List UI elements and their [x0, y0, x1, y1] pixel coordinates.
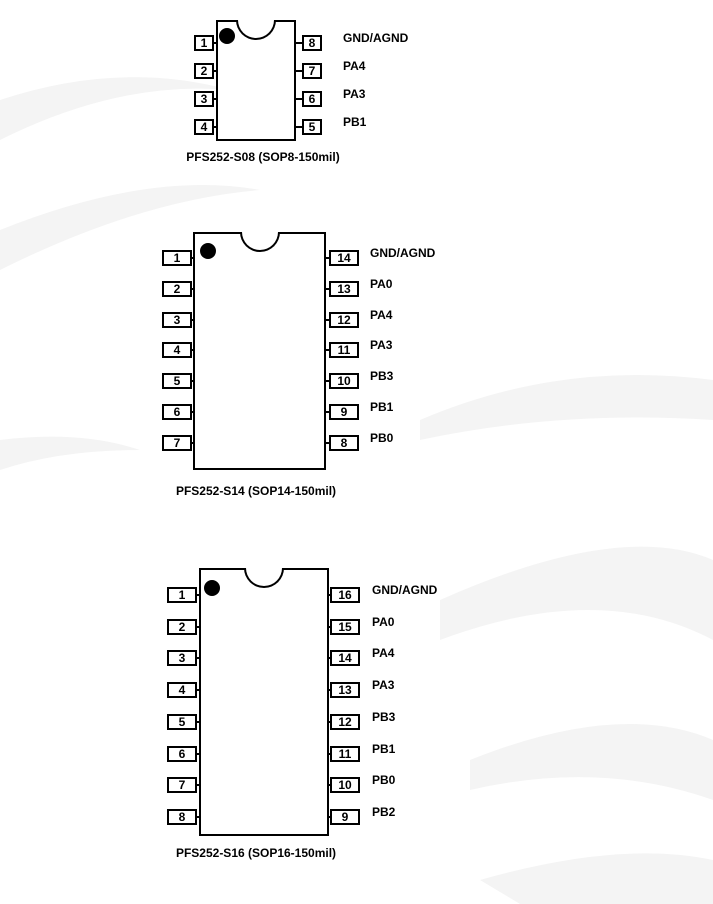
- pin1-marker-dot: [200, 243, 216, 259]
- pin-number-box: 8: [329, 435, 359, 451]
- package-caption: PFS252-S08 (SOP8-150mil): [186, 150, 340, 164]
- pin-number-box: 2: [194, 63, 214, 79]
- pin-label: PB3: [370, 369, 394, 384]
- pin-label: PA4: [370, 307, 393, 322]
- pin-number-box: 10: [330, 777, 360, 793]
- watermark-swirl: [480, 853, 713, 904]
- pin-number-box: 11: [329, 342, 359, 358]
- pin-number-box: 16: [330, 587, 360, 603]
- pin-number-box: 13: [330, 682, 360, 698]
- pin-number-box: 11: [330, 746, 360, 762]
- pin-number-box: 5: [162, 373, 192, 389]
- pin-number-box: 12: [329, 312, 359, 328]
- pin-lead: [214, 126, 216, 128]
- watermark-swirl: [440, 547, 713, 640]
- pin-lead: [197, 721, 199, 723]
- pin-lead: [214, 70, 216, 72]
- pin-number-box: 6: [162, 404, 192, 420]
- pin-label: PA4: [343, 59, 366, 73]
- watermark-swirl: [470, 724, 713, 800]
- pin-number-box: 14: [329, 250, 359, 266]
- pin-number-box: 2: [167, 619, 197, 635]
- pin-number-box: 4: [162, 342, 192, 358]
- pin-label: PA3: [370, 338, 393, 353]
- pin-label: PB3: [372, 709, 396, 724]
- pin-lead: [197, 816, 199, 818]
- pin-number-box: 5: [167, 714, 197, 730]
- pin-number-box: 10: [329, 373, 359, 389]
- pin-label: GND/AGND: [370, 246, 436, 260]
- pin-label: PB0: [372, 773, 396, 788]
- package-caption: PFS252-S16 (SOP16-150mil): [175, 846, 337, 860]
- pin-label: PA0: [370, 276, 393, 291]
- pin-lead: [197, 657, 199, 659]
- pin-lead: [197, 626, 199, 628]
- pin-number-box: 8: [167, 809, 197, 825]
- pin-lead: [214, 98, 216, 100]
- pin-number-box: 1: [162, 250, 192, 266]
- pin-number-box: 8: [302, 35, 322, 51]
- pin-label: PB1: [372, 741, 396, 756]
- watermark-swirl: [0, 437, 140, 470]
- pin-label: GND/AGND: [372, 583, 438, 597]
- pin-lead: [192, 288, 193, 290]
- pin-number-box: 7: [167, 777, 197, 793]
- pin-label: PB0: [370, 430, 394, 445]
- package-caption: PFS252-S14 (SOP14-150mil): [175, 484, 337, 498]
- pin-label: PB1: [343, 115, 367, 129]
- pin-number-box: 9: [329, 404, 359, 420]
- pin-number-box: 7: [302, 63, 322, 79]
- watermark-swirl: [420, 375, 713, 440]
- pin-number-box: 7: [162, 435, 192, 451]
- pin-number-box: 15: [330, 619, 360, 635]
- pin-lead: [197, 594, 199, 596]
- pin-number-box: 9: [330, 809, 360, 825]
- pin1-marker-dot: [219, 28, 235, 44]
- pin-label: PA4: [372, 646, 395, 661]
- pin-number-box: 1: [167, 587, 197, 603]
- pin-lead: [192, 411, 193, 413]
- pin-number-box: 3: [194, 91, 214, 107]
- pin-number-box: 12: [330, 714, 360, 730]
- pin-lead: [192, 319, 193, 321]
- pin-label: PA3: [343, 87, 366, 101]
- pin-lead: [197, 689, 199, 691]
- pin-label: PB2: [372, 804, 396, 819]
- pin-lead: [214, 42, 216, 44]
- pin-label: PB1: [370, 400, 394, 414]
- pin-label: PA0: [372, 614, 395, 629]
- pin-lead: [192, 380, 193, 382]
- pin-number-box: 4: [167, 682, 197, 698]
- pin-label: GND/AGND: [343, 31, 409, 45]
- chip-body: [193, 232, 326, 470]
- chip-body: [199, 568, 329, 836]
- pin-number-box: 2: [162, 281, 192, 297]
- pin-number-box: 1: [194, 35, 214, 51]
- pin-label: PA3: [372, 678, 395, 693]
- pin-number-box: 5: [302, 119, 322, 135]
- pin-number-box: 14: [330, 650, 360, 666]
- pin-lead: [192, 257, 193, 259]
- pin-number-box: 4: [194, 119, 214, 135]
- pin-number-box: 13: [329, 281, 359, 297]
- pin-number-box: 3: [162, 312, 192, 328]
- pin-number-box: 3: [167, 650, 197, 666]
- pin-number-box: 6: [167, 746, 197, 762]
- pin-lead: [197, 753, 199, 755]
- pin-lead: [192, 442, 193, 444]
- pin-lead: [197, 784, 199, 786]
- pin1-marker-dot: [204, 580, 220, 596]
- pin-number-box: 6: [302, 91, 322, 107]
- pin-lead: [192, 349, 193, 351]
